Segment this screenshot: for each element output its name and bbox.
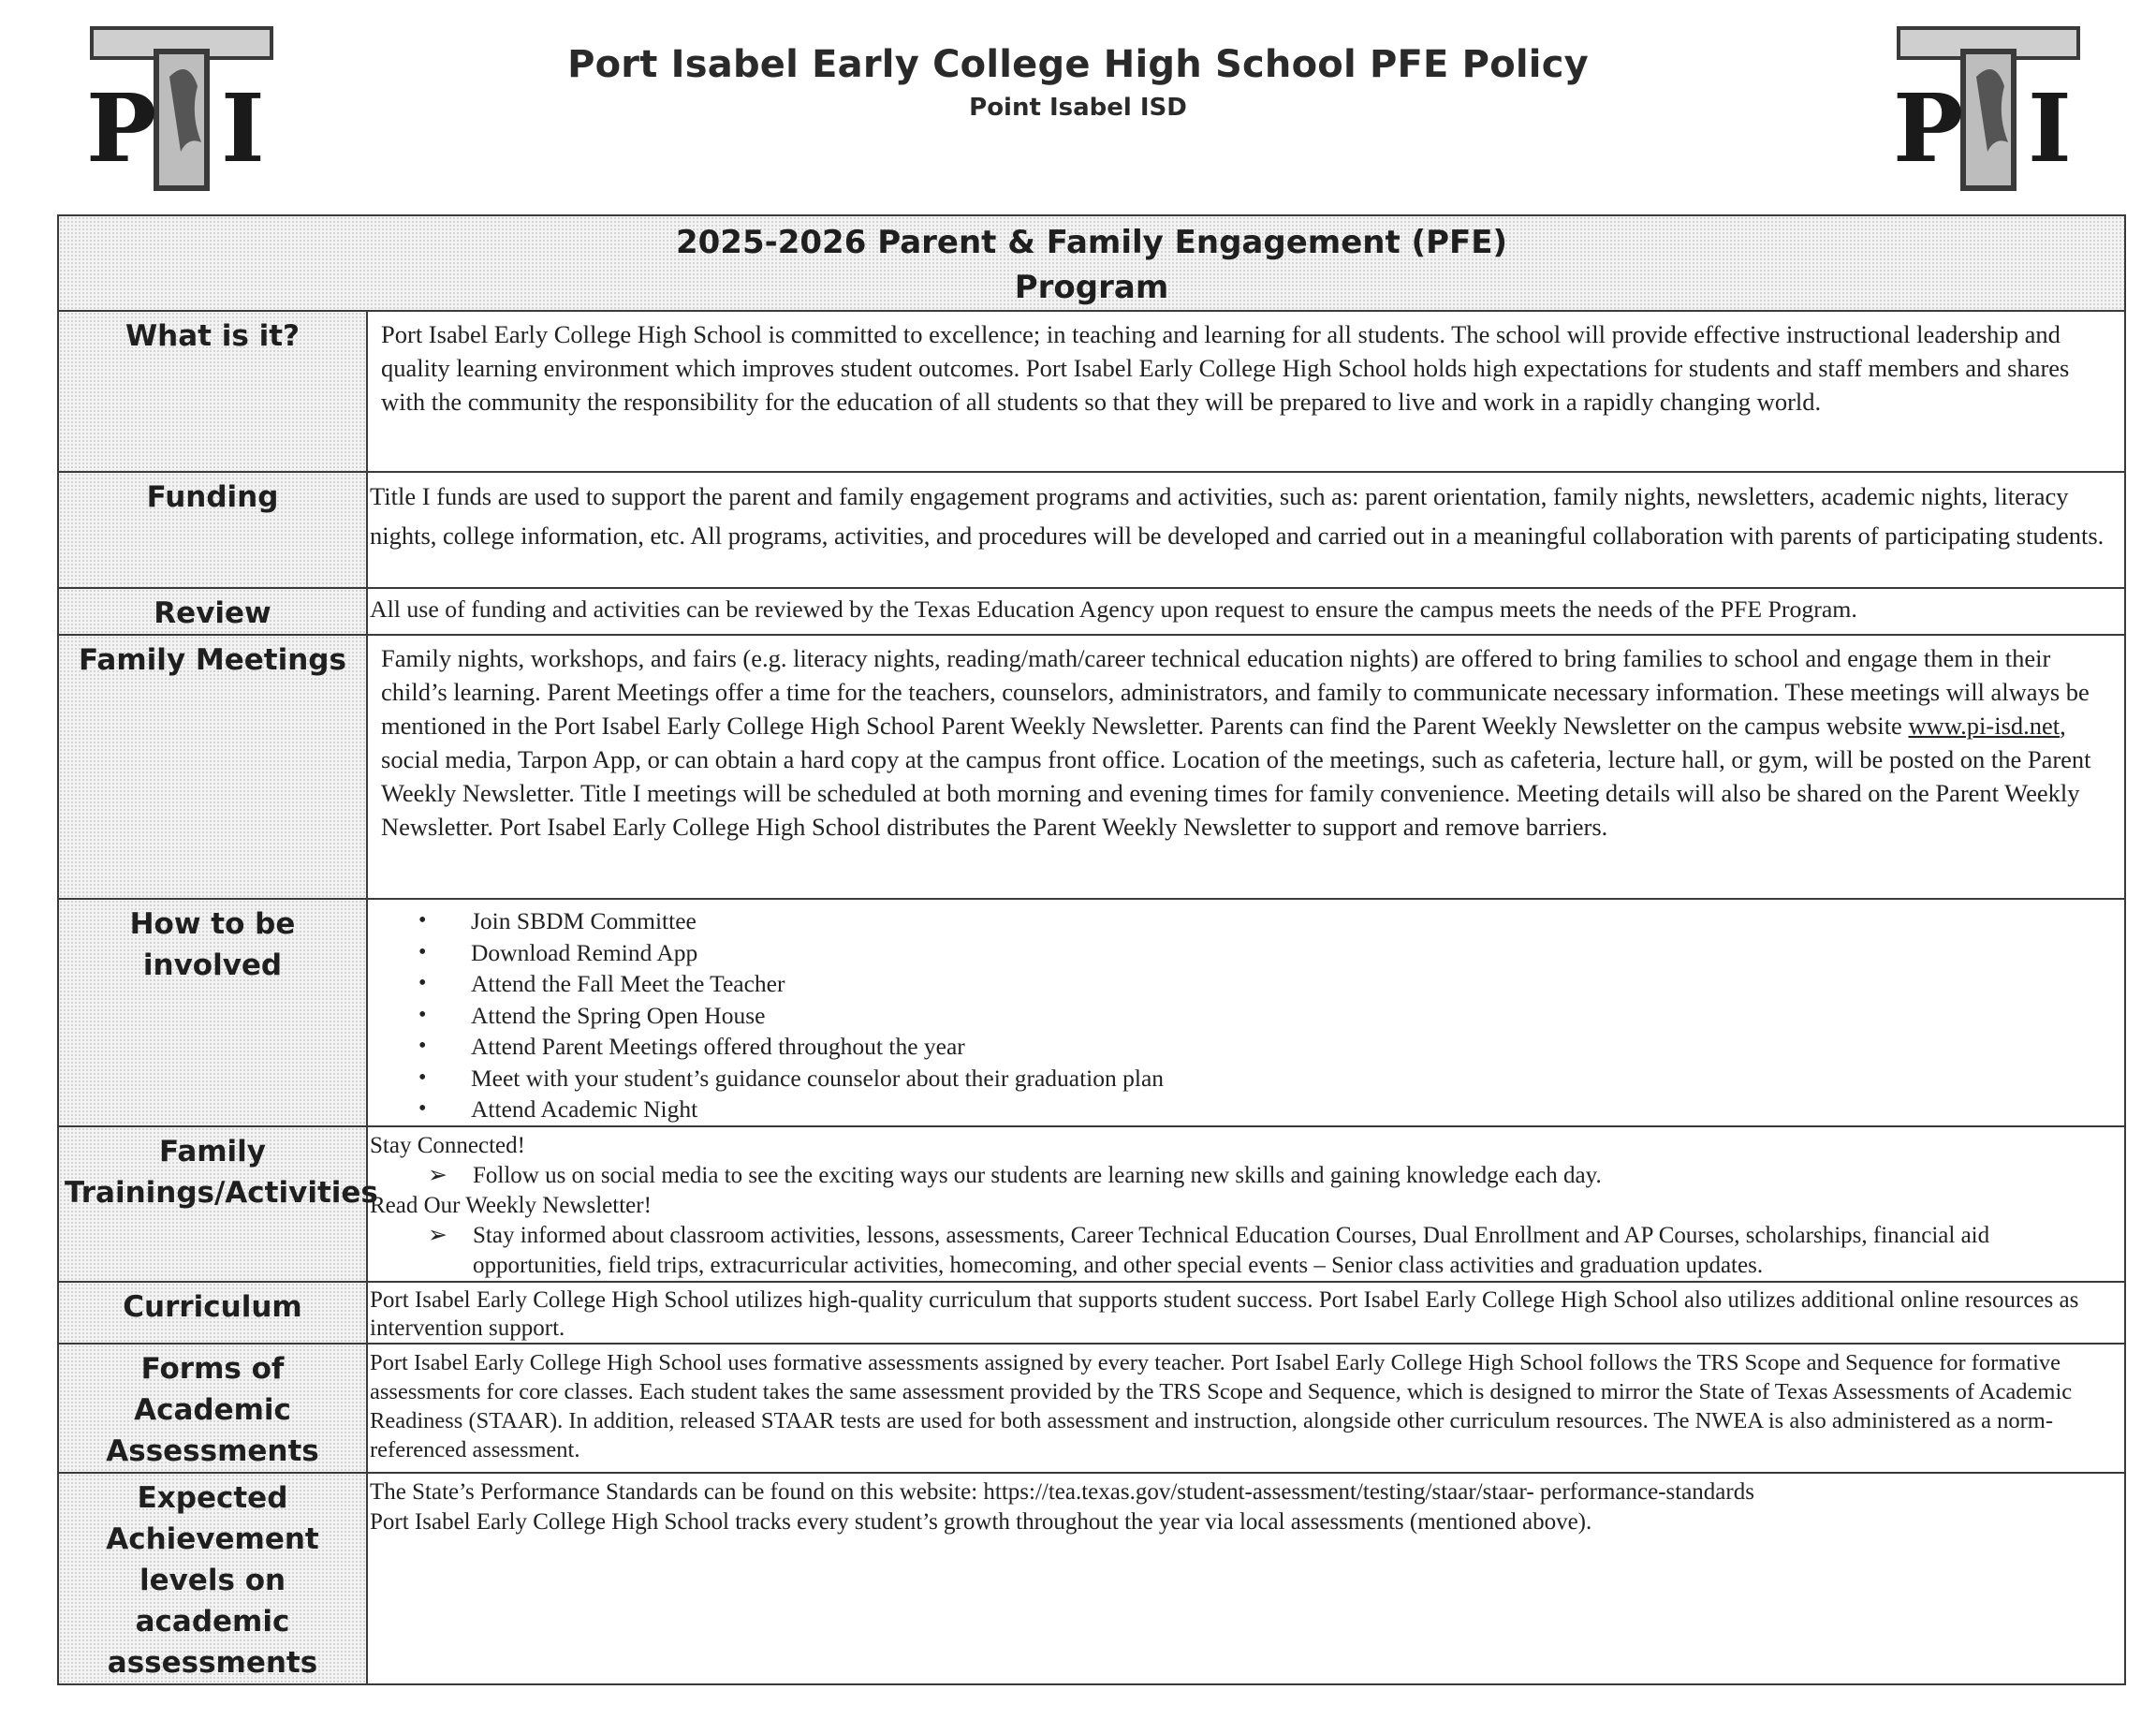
row-text-trainings xyxy=(367,1126,2125,1282)
list-item: • Attend the Spring Open House xyxy=(471,1000,2124,1032)
row-text-funding: Title I funds are used to support the parent and family engagement programs and activities, such as: parent orientation, family nights, newsletters, academic nights, literacy nights, college information, etc. All programs, activities, and procedures will be developed and carried out in a meaningful collaboration with parents of participating students. xyxy=(367,472,2125,588)
program-heading-line2: Program xyxy=(1014,269,1169,306)
title-block xyxy=(374,43,1782,122)
row-label-expected: Expected Achievement levels on academic assessments xyxy=(58,1473,367,1684)
list-item: • Attend Academic Night xyxy=(471,1094,2124,1125)
program-heading xyxy=(58,215,2125,311)
table-row xyxy=(58,1282,2125,1344)
table-row xyxy=(58,1473,2125,1684)
table-row xyxy=(58,635,2125,899)
involvement-list xyxy=(368,905,2124,1125)
row-text-assessments: Port Isabel Early College High School uses formative assessments assigned by every teacher. Port Isabel Early College High School follows the TRS Scope and Sequence for formative assessments for core classes. Each student takes the same assessment provided by the TRS Scope and Sequence, which is designed to mirror the State of Texas Assessments of Academic Readiness (STAAR). In addition, released STAAR tests are used for both assessment and instruction, alongside other curriculum resources. The NWEA is also administered as a norm-referenced assessment. xyxy=(367,1344,2125,1473)
row-label-review: Review xyxy=(58,588,367,635)
arrow-bullet-icon: ➢ xyxy=(428,1222,447,1248)
row-label-assessments: Forms of Academic Assessments xyxy=(58,1344,367,1473)
list-item: • Meet with your student’s guidance counselor about their graduation plan xyxy=(471,1063,2124,1095)
row-label-curriculum: Curriculum xyxy=(58,1282,367,1344)
page-title: Port Isabel Early College High School PFE Policy xyxy=(567,43,1589,86)
school-logo-right xyxy=(1887,21,2090,198)
growth-tracking-text: Port Isabel Early College High School tracks every student’s growth throughout the year via local assessments (mentioned above). xyxy=(370,1508,1592,1535)
trainings-arrow-item xyxy=(370,1221,2120,1281)
row-label-funding: Funding xyxy=(58,472,367,588)
svg-text:I: I xyxy=(2028,73,2072,184)
row-text-review: All use of funding and activities can be reviewed by the Texas Education Agency upon request to ensure the campus meets the needs of the PFE Program. xyxy=(367,588,2125,635)
table-row xyxy=(58,311,2125,472)
meetings-text-part2: , social media, Tarpon App, or can obtain a hard copy at the campus front office. Location of the meetings, such as cafeteria, lecture hall, or gym, will be posted on the Parent Weekly Newsletter. Title I meetings will be scheduled at both morning and evening times for family convenience. Meeting details will also be shared on the Parent Weekly Newsletter. Port Isabel Early College High School distributes the Parent Weekly Newsletter to support and remove barriers. xyxy=(381,712,2091,841)
district-name: Point Isabel ISD xyxy=(969,94,1187,122)
row-label-what: What is it? xyxy=(58,311,367,472)
trainings-arrow-item xyxy=(370,1161,2120,1191)
row-label-meetings: Family Meetings xyxy=(58,635,367,899)
table-row xyxy=(58,899,2125,1126)
pfe-policy-table xyxy=(57,214,2126,1685)
row-text-curriculum: Port Isabel Early College High School utilizes high-quality curriculum that supports student success. Port Isabel Early College High School also utilizes additional online resources as intervention support. xyxy=(367,1282,2125,1344)
table-row xyxy=(58,588,2125,635)
school-logo-left xyxy=(81,21,283,198)
svg-text:P: P xyxy=(1893,73,1964,184)
table-row xyxy=(58,1344,2125,1473)
page-header xyxy=(0,0,2156,211)
campus-website-link[interactable]: www.pi-isd.net xyxy=(1908,712,2061,740)
svg-text:I: I xyxy=(221,73,265,184)
performance-standards-text: The State’s Performance Standards can be found on this website: https://tea.texas.gov/student-assessment/testing/staar/staar- performance-standards xyxy=(370,1478,1754,1505)
table-row xyxy=(58,472,2125,588)
row-label-trainings: Family Trainings/Activities xyxy=(58,1126,367,1282)
list-item: • Attend Parent Meetings offered throughout the year xyxy=(471,1031,2124,1063)
stay-connected-heading: Stay Connected! xyxy=(370,1132,525,1158)
svg-text:P: P xyxy=(86,73,157,184)
trainings-arrow-text: Stay informed about classroom activities, lessons, assessments, Career Technical Education Courses, Dual Enrollment and AP Courses, scholarships, financial aid opportunities, field trips, extracurricular activities, homecoming, and other special events – Senior class activities and graduation updates. xyxy=(473,1222,1990,1278)
list-item: • Download Remind App xyxy=(471,937,2124,969)
newsletter-heading: Read Our Weekly Newsletter! xyxy=(370,1192,652,1218)
arrow-bullet-icon: ➢ xyxy=(428,1162,447,1188)
meetings-text-part1: Family nights, workshops, and fairs (e.g. literacy nights, reading/math/career technical education nights) are offered to bring families to school and engage them in their child’s learning. Parent Meetings offer a time for the teachers, counselors, administrators, and family to communicate necessary information. These meetings will always be mentioned in the Port Isabel Early College High School Parent Weekly Newsletter. Parents can find the Parent Weekly Newsletter on the campus website xyxy=(381,644,2090,740)
list-item: • Attend the Fall Meet the Teacher xyxy=(471,968,2124,1000)
row-label-involved: How to be involved xyxy=(58,899,367,1126)
table-heading-row xyxy=(58,215,2125,311)
list-item: • Join SBDM Committee xyxy=(471,905,2124,937)
row-text-what: Port Isabel Early College High School is committed to excellence; in teaching and learning for all students. The school will provide effective instructional leadership and quality learning environment which improves student outcomes. Port Isabel Early College High School holds high expectations for students and staff members and shares with the community the responsibility for the education of all students so that they will be prepared to live and work in a rapidly changing world. xyxy=(367,311,2125,472)
row-list-involved xyxy=(367,899,2125,1126)
row-text-meetings xyxy=(367,635,2125,899)
trainings-arrow-text: Follow us on social media to see the exciting ways our students are learning new skills and gaining knowledge each day. xyxy=(473,1162,1602,1188)
row-text-expected xyxy=(367,1473,2125,1684)
table-row xyxy=(58,1126,2125,1282)
program-heading-line1: 2025-2026 Parent & Family Engagement (PFE) xyxy=(675,224,1508,261)
